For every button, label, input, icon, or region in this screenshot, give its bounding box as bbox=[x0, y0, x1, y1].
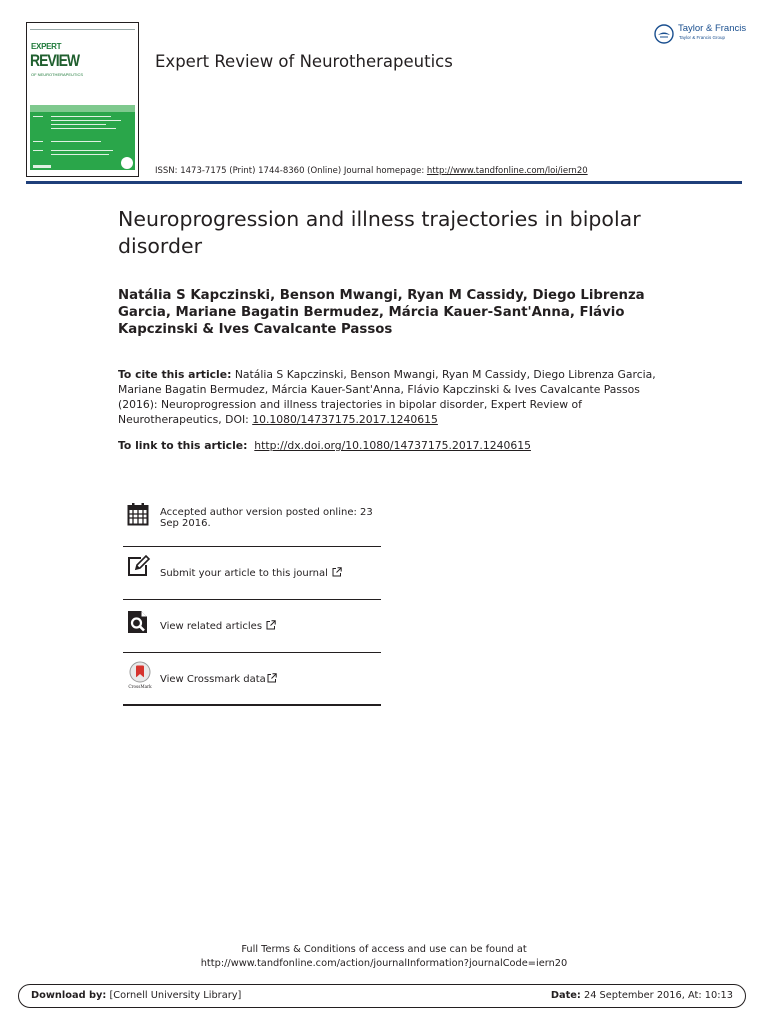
header-rule bbox=[26, 181, 742, 184]
accepted-version-text: Accepted author version posted online: 23 Sep 2016. bbox=[160, 507, 373, 529]
edit-icon bbox=[127, 555, 151, 577]
submit-article-label: Submit your article to this journal bbox=[160, 568, 328, 579]
cover-line bbox=[51, 154, 109, 155]
cover-line bbox=[33, 150, 43, 151]
crossmark-icon-label: CrossMark bbox=[128, 684, 152, 689]
cover-top-line bbox=[30, 26, 135, 30]
download-label: Download by: bbox=[31, 990, 107, 1001]
cover-line bbox=[51, 150, 113, 151]
cover-expert-text: EXPERT bbox=[31, 42, 62, 51]
cite-doi-link[interactable]: 10.1080/14737175.2017.1240615 bbox=[252, 413, 438, 426]
calendar-icon bbox=[127, 502, 149, 526]
publisher-group: Taylor & Francis Group bbox=[679, 35, 726, 40]
citation bbox=[118, 367, 663, 427]
cover-line bbox=[51, 141, 101, 142]
search-document-icon bbox=[127, 610, 149, 634]
crossmark-item[interactable] bbox=[123, 653, 381, 706]
cover-subtitle: OF NEUROTHERAPEUTICS bbox=[31, 72, 84, 77]
crossmark-icon bbox=[127, 661, 153, 689]
article-info-list bbox=[123, 494, 381, 706]
date-label: Date: bbox=[550, 990, 581, 1001]
publisher-name: Taylor & Francis bbox=[678, 23, 747, 34]
cover-review-text: REVIEW bbox=[30, 51, 80, 70]
article-link-line bbox=[118, 438, 678, 453]
related-articles-item[interactable] bbox=[123, 600, 381, 653]
external-link-icon bbox=[332, 567, 342, 577]
related-articles-link[interactable] bbox=[160, 620, 276, 632]
submit-article-link[interactable] bbox=[160, 567, 342, 579]
crossmark-link[interactable] bbox=[160, 673, 277, 685]
article-doi-link[interactable]: http://dx.doi.org/10.1080/14737175.2017.1240615 bbox=[254, 439, 531, 452]
cover-green-band-light bbox=[30, 105, 135, 112]
terms-line-1: Full Terms & Conditions of access and use can be found at bbox=[241, 944, 527, 955]
download-by bbox=[31, 990, 241, 1001]
journal-cover bbox=[26, 22, 139, 177]
cite-text: Natália S Kapczinski, Benson Mwangi, Ryan M Cassidy, Diego Librenza Garcia, Mariane Bagatin Bermudez, Márcia Kauer-Sant'Anna, Flávio Kapczinski & Ives Cavalcante Passos (2016): Neuroprogression and illness trajectories in bipolar disorder, Expert Review of Neurotherapeutics, DOI: bbox=[118, 368, 656, 426]
submit-article-item[interactable] bbox=[123, 547, 381, 600]
article-authors: Natália S Kapczinski, Benson Mwangi, Ryan M Cassidy, Diego Librenza Garcia, Mariane Bagatin Bermudez, Márcia Kauer-Sant'Anna, Flávio Kapczinski & Ives Cavalcante Passos bbox=[118, 288, 645, 337]
link-label: To link to this article: bbox=[118, 439, 248, 452]
article-title: Neuroprogression and illness trajectories in bipolar disorder bbox=[118, 207, 641, 258]
cover-line bbox=[33, 141, 43, 142]
cover-line bbox=[51, 128, 116, 129]
taylor-francis-icon bbox=[654, 24, 674, 44]
terms-url[interactable]: http://www.tandfonline.com/action/journalInformation?journalCode=iern20 bbox=[200, 958, 568, 969]
external-link-icon bbox=[266, 620, 276, 630]
cover-publisher-mark bbox=[33, 165, 51, 168]
journal-homepage-link[interactable]: http://www.tandfonline.com/loi/iern20 bbox=[426, 166, 588, 176]
crossmark-label: View Crossmark data bbox=[160, 674, 266, 685]
cover-line bbox=[33, 116, 43, 117]
issn-text: ISSN: 1473-7175 (Print) 1744-8360 (Online) Journal homepage: bbox=[155, 166, 427, 176]
date-value: 24 September 2016, At: 10:13 bbox=[580, 990, 733, 1001]
terms-notice bbox=[0, 943, 768, 971]
accepted-version-item bbox=[123, 494, 381, 547]
download-bar bbox=[18, 984, 746, 1008]
download-value: [Cornell University Library] bbox=[106, 990, 242, 1001]
cover-circle bbox=[121, 157, 133, 169]
related-articles-label: View related articles bbox=[160, 621, 263, 632]
cover-line bbox=[51, 124, 106, 125]
external-link-icon bbox=[267, 673, 277, 683]
cover-line bbox=[51, 120, 121, 121]
cover-line bbox=[51, 116, 111, 117]
journal-title: Expert Review of Neurotherapeutics bbox=[155, 52, 453, 71]
cite-label: To cite this article: bbox=[118, 368, 232, 381]
download-date bbox=[551, 990, 733, 1001]
issn-line bbox=[155, 166, 588, 176]
